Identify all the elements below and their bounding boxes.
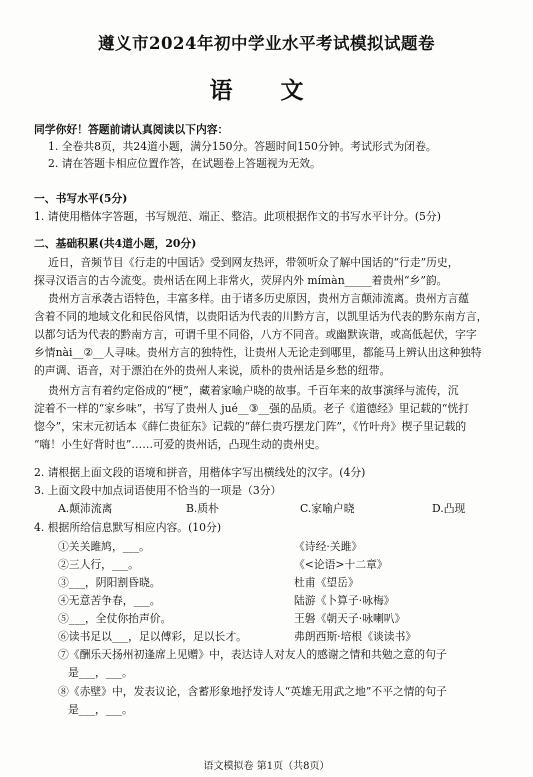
- notice-heading: 同学你好！答题前请认真阅读以下内容：: [34, 123, 229, 136]
- recite-source: 杜甫《望岳》: [294, 576, 359, 589]
- passage-line: 贵州方言承袭古语特色，丰富多样。由于诸多历史原因，贵州方言颠沛流离。贵州方言蕴: [48, 292, 470, 305]
- section-heading: 一、书写水平(5分): [34, 192, 128, 205]
- passage-line: 贵州方言有着约定俗成的“梗”，藏着家喻户晓的故事。千百年来的故事演绎与流传，沉: [48, 384, 459, 397]
- recite-item: 是___，___。: [68, 703, 133, 716]
- recite-source: 《<论语>十二章》: [294, 558, 388, 571]
- recite-item: ⑤___，全仗你抬声价。: [58, 612, 172, 625]
- passage-line: 淀着不一样的“家乡味”，书写了贵州人 jué__③__强的品质。老子《道德经》里记载的“恍打: [34, 402, 470, 415]
- passage-line: 探寻汉语言的古今流变。贵州话在网上非常火，荧屏内外 mímàn_____着贵州“乡”韵。: [34, 274, 448, 287]
- passage-line: 以都匀话为代表的黔南方言，可谓千里不同俗，八方不同音。或幽默诙谐，或高低起伏，字字: [34, 328, 477, 341]
- question-1: 1. 请使用楷体字答题，书写规范、端正、整洁。此项根据作文的书写水平计分。(5分): [34, 210, 441, 223]
- recite-item: ③___，阴阳割昏晓。: [58, 576, 161, 589]
- subject-title: 语 文: [209, 77, 324, 104]
- q3-option-b: B.质朴: [186, 502, 219, 515]
- passage-line: 近日，音频节目《行走的中国话》受到网友热评，带领听众了解中国话的“行走”历史，: [48, 256, 459, 269]
- passage-line: “嗨！小生好背时也”……可爱的贵州话，凸现生动的贵州史。: [34, 438, 326, 451]
- question-4: 4. 根据所给信息默写相应内容。(10分): [34, 521, 222, 534]
- recite-item: ②三人行，___。: [58, 558, 139, 571]
- recite-source: 《诗经·关雎》: [294, 540, 363, 553]
- q3-option-c: C.家喻户晓: [300, 502, 355, 515]
- exam-title: 遵义市2024年初中学业水平考试模拟试题卷: [98, 34, 435, 53]
- recite-source: 弗朗西斯·培根《谈读书》: [294, 630, 417, 643]
- recite-source: 陆游《卜算子·咏梅》: [294, 594, 395, 607]
- notice-item: 2. 请在答题卡相应位置作答，在试题卷上答题视为无效。: [48, 157, 321, 170]
- section-heading: 二、基础积累(共4道小题，20分): [34, 237, 197, 250]
- passage-line: 含着不同的地域文化和民俗风情，以贵阳话为代表的川黔方言，以凯里话为代表的黔东南方言，: [34, 310, 488, 323]
- question-2: 2. 请根据上面文段的语境和拼音，用楷体字写出横线处的汉字。(4分): [34, 466, 366, 479]
- recite-source: 王磐《朝天子·咏喇叭》: [294, 612, 406, 625]
- question-3: 3. 上面文段中加点词语使用不恰当的一项是（3分）: [34, 484, 282, 497]
- recite-item: ⑧《赤壁》中，发表议论，含蓄形象地抒发诗人“英雄无用武之地”不平之情的句子: [58, 685, 447, 698]
- recite-item: ①关关雎鸠，___。: [58, 540, 150, 553]
- q3-option-a: A.颠沛流离: [58, 502, 113, 515]
- notice-item: 1. 全卷共8页，共24道小题，满分150分。答题时间150分钟。考试形式为闭卷。: [48, 140, 437, 153]
- page-footer: 语文模拟卷 第1页（共8页）: [203, 761, 330, 772]
- passage-line: 乡情nài__②__人寻味。贵州方言的独特性，让贵州人无论走到哪里，都能马上辨认出这种独特: [34, 346, 482, 359]
- passage-line: 的声调、语音，对于漂泊在外的贵州人来说，质朴的贵州话是乡愁的纽带。: [34, 364, 391, 377]
- recite-item: ⑦《酬乐天扬州初逢席上见赠》中，表达诗人对友人的感谢之情和共勉之意的句子: [58, 648, 447, 661]
- recite-item: ④无意苦争春，___。: [58, 594, 161, 607]
- passage-line: 惚今”，宋末元初话本《薛仁贵征东》记载的“薛仁贵巧摆龙门阵”，《竹叶舟》楔子里记载的: [34, 420, 467, 433]
- recite-item: 是___，___。: [68, 666, 133, 679]
- recite-item: ⑥读书足以___，足以傅彩，足以长才。: [58, 630, 247, 643]
- q3-option-d: D.凸现: [432, 502, 466, 515]
